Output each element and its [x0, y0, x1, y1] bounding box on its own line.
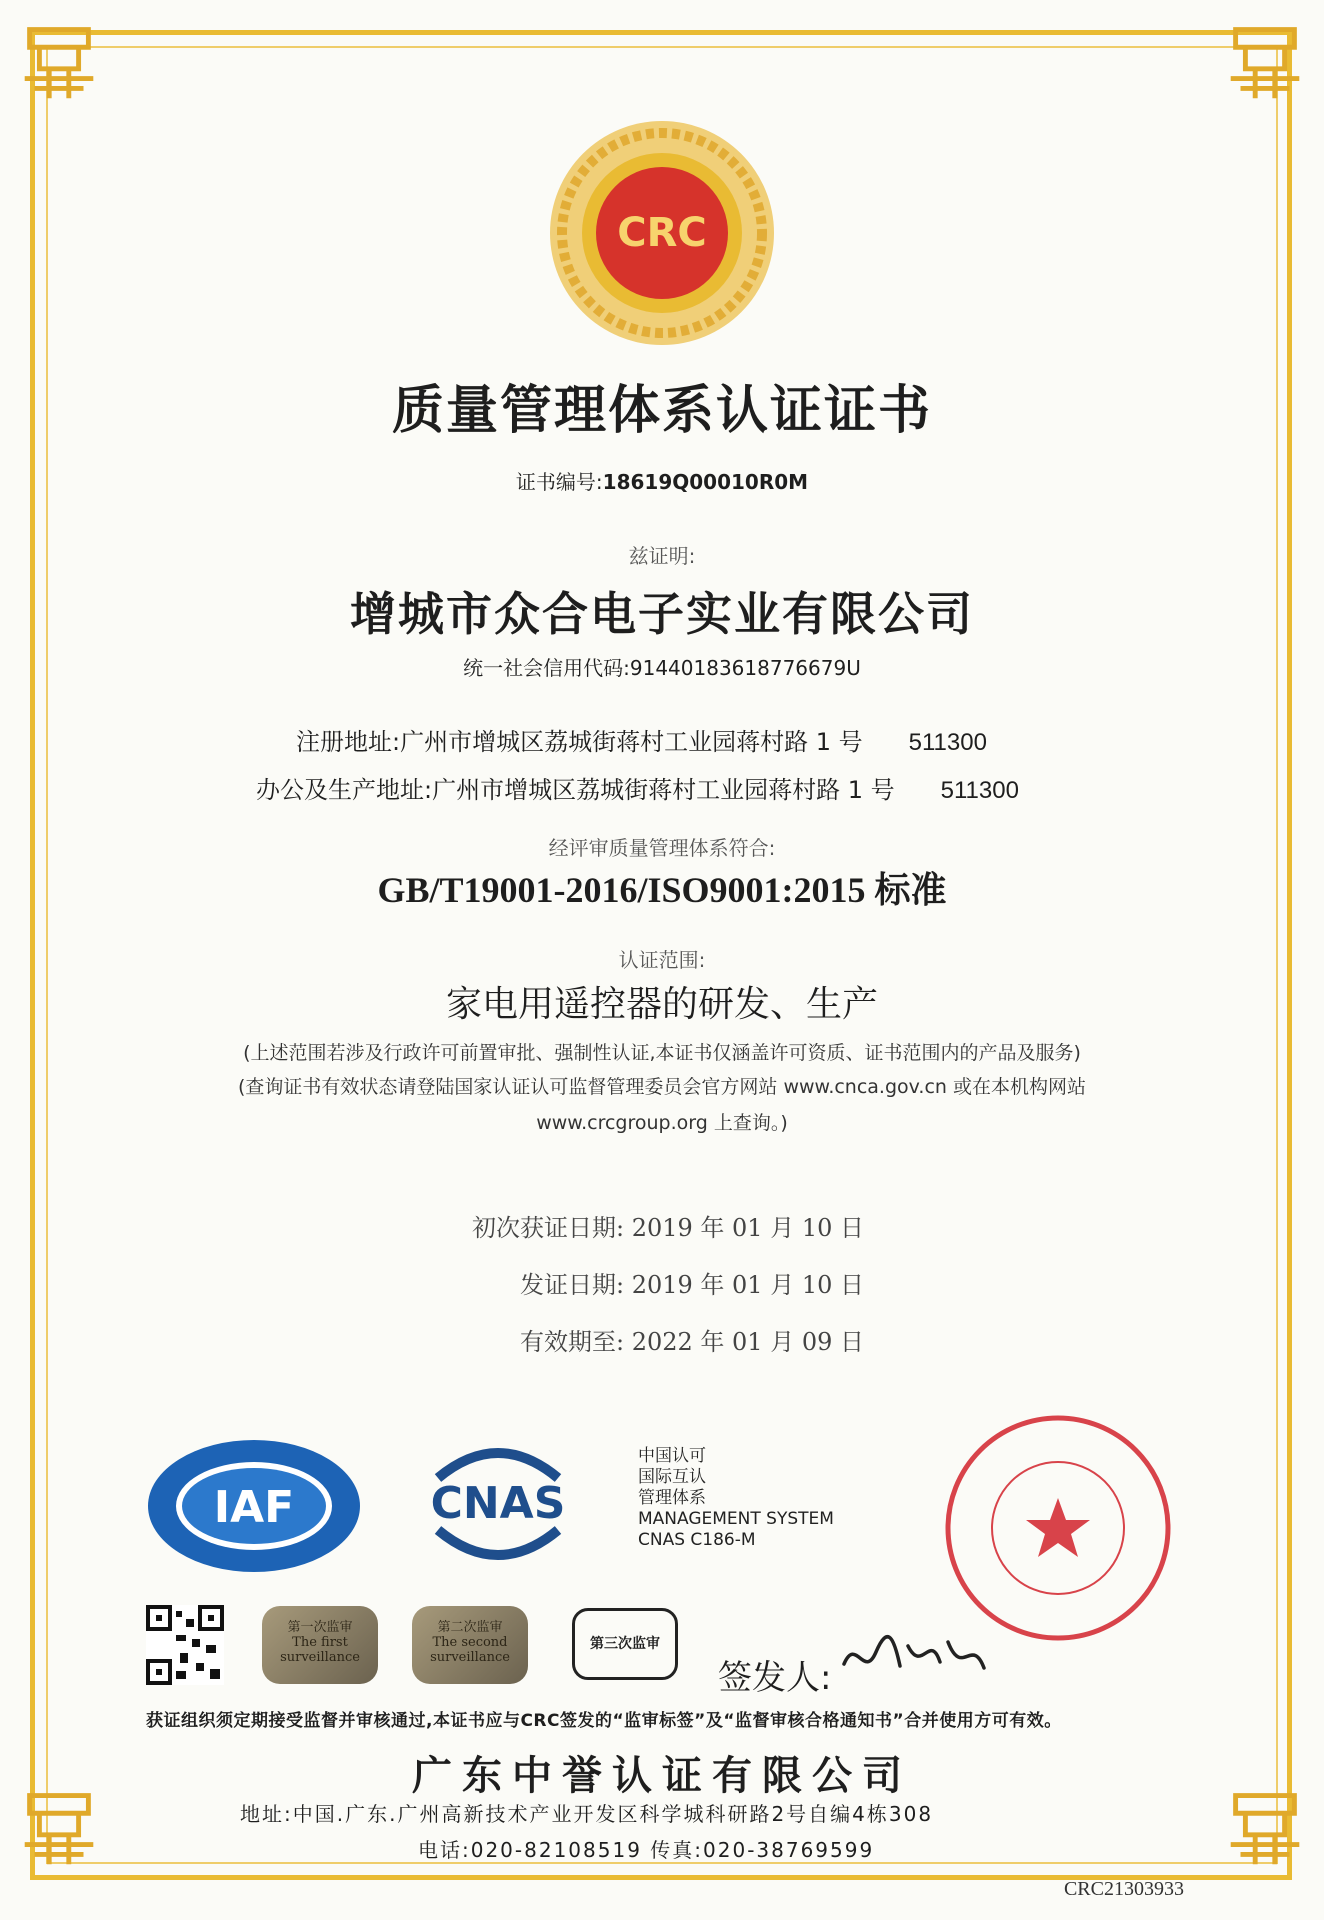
organization-phone: 电话:020-82108519 传真:020-38769599	[418, 1838, 875, 1862]
organization-name: 广东中誉认证有限公司	[412, 1753, 912, 1799]
credit-code: 统一社会信用代码:91440183618776679U	[463, 656, 861, 680]
registered-address: 注册地址:广州市增城区荔城街蒋村工业园蒋村路 1 号 511300	[296, 728, 987, 756]
svg-text:CNAS: CNAS	[430, 1478, 566, 1529]
iaf-logo-icon	[144, 1436, 364, 1576]
organization-address: 地址:中国.广东.广州高新技术产业开发区科学城科研路2号自编4栋308	[240, 1802, 934, 1826]
cnas-logo-icon	[408, 1438, 588, 1568]
corner-ornament-icon	[10, 10, 108, 108]
office-address: 办公及生产地址:广州市增城区荔城街蒋村工业园蒋村路 1 号 511300	[256, 776, 1019, 804]
scope: 家电用遥控器的研发、生产	[445, 984, 878, 1025]
signer-label: 签发人:	[718, 1658, 832, 1698]
query-note: (查询证书有效状态请登陆国家认证认可监督管理委员会官方网站 www.cnca.gov.cn 或在本机构网站	[237, 1076, 1086, 1098]
surveillance-tag-first: 第一次监审 The first surveillance	[262, 1606, 378, 1684]
certificate-number: 证书编号:18619Q00010R0M	[515, 470, 809, 494]
qr-code-icon	[146, 1605, 224, 1685]
corner-ornament-icon	[1216, 10, 1314, 108]
hereby-label: 兹证明:	[628, 544, 696, 568]
expiry-date: 有效期至: 2022 年 01 月 09 日	[519, 1328, 864, 1356]
issue-date: 发证日期: 2019 年 01 月 10 日	[519, 1271, 864, 1299]
first-issue-date: 初次获证日期: 2019 年 01 月 10 日	[471, 1214, 864, 1242]
svg-text:CRC: CRC	[617, 210, 707, 256]
crc-logo-icon	[547, 118, 777, 348]
scope-label: 认证范围:	[618, 948, 706, 972]
surveillance-tag-third: 第三次监审	[572, 1608, 678, 1680]
company-seal-icon	[942, 1412, 1174, 1644]
signature-icon	[838, 1626, 988, 1686]
standard-label: 经评审质量管理体系符合:	[548, 836, 776, 860]
svg-text:IAF: IAF	[213, 1482, 295, 1533]
scope-note: (上述范围若涉及行政许可前置审批、强制性认证,本证书仅涵盖许可资质、证书范围内的产品及服务)	[243, 1042, 1081, 1064]
validity-notice: 获证组织须定期接受监督并审核通过,本证书应与CRC签发的“监审标签”及“监督审核合格通知书”合并使用方可有效。	[146, 1711, 1062, 1731]
certificate-title: 质量管理体系认证证书	[391, 381, 932, 441]
query-note-cont: www.crcgroup.org 上查询。)	[536, 1112, 788, 1134]
standard: GB/T19001-2016/ISO9001:2015 标准	[377, 870, 947, 910]
serial-number: CRC21303933	[1063, 1878, 1184, 1900]
company-name: 增城市众合电子实业有限公司	[350, 587, 974, 641]
mra-text: 中国认可 国际互认 管理体系 MANAGEMENT SYSTEM CNAS C186-M	[638, 1446, 834, 1550]
surveillance-tag-second: 第二次监审 The second surveillance	[412, 1606, 528, 1684]
